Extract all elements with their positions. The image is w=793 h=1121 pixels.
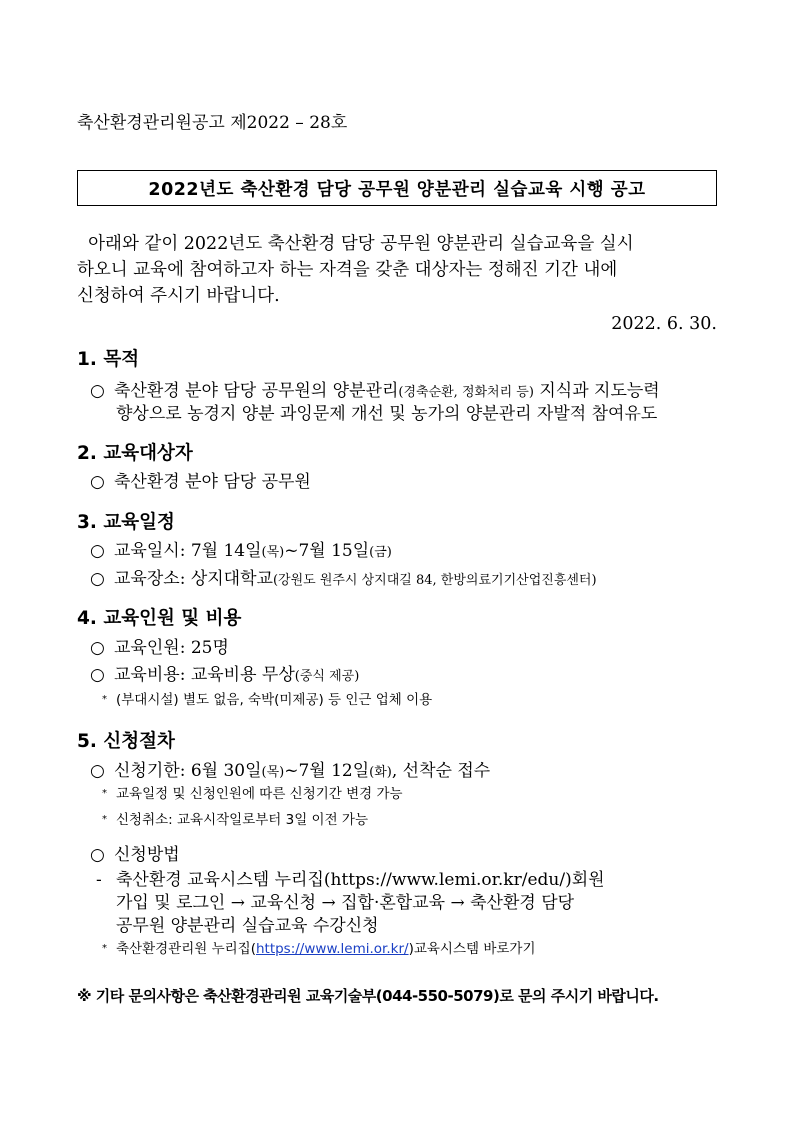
circle-bullet-icon: ○ [90,541,105,561]
section-target-title: 2. 교육대상자 [77,443,193,464]
website-link-note: * 축산환경관리원 누리집(https://www.lemi.or.kr/)교육시스템 바로가기 [102,941,536,957]
circle-bullet-icon: ○ [90,845,105,865]
dash-bullet-icon: - [96,870,102,890]
purpose-item: ○ 축산환경 분야 담당 공무원의 양분관리(경축순환, 정화처리 등) 지식과 지도능력 [90,381,660,401]
cost-item: ○ 교육비용: 교육비용 무상(중식 제공) [90,665,360,685]
asterisk-icon: * [102,943,107,954]
purpose-item-cont: 향상으로 농경지 양분 과잉문제 개선 및 농가의 양분관리 자발적 참여유도 [116,404,658,424]
intro-line: 신청하여 주시기 바랍니다. [77,286,280,306]
schedule-date-item: ○ 교육일시: 7월 14일(목)~7월 15일(금) [90,541,392,561]
intro-line: 하오니 교육에 참여하고자 하는 자격을 갖춘 대상자는 정해진 기간 내에 [77,260,618,280]
application-period-item: ○ 신청기한: 6월 30일(목)~7월 12일(화), 선착순 접수 [90,761,491,781]
circle-bullet-icon: ○ [90,761,105,781]
section-purpose-title: 1. 목적 [77,349,140,370]
cancellation-note: * 신청취소: 교육시작일로부터 3일 이전 가능 [102,812,368,828]
asterisk-icon: * [102,788,107,799]
intro-paragraph [77,231,717,309]
intro-line: 아래와 같이 2022년도 축산환경 담당 공무원 양분관리 실습교육을 실시 [88,234,634,254]
notice-date: 2022. 6. 30. [611,314,717,334]
capacity-item: ○ 교육인원: 25명 [90,638,229,658]
application-method-item: ○ 신청방법 [90,845,180,865]
method-step-line: - 축산환경 교육시스템 누리집(https://www.lemi.or.kr/edu/)회원 [96,870,605,890]
asterisk-icon: * [102,694,107,705]
asterisk-icon: * [102,814,107,825]
schedule-place-item: ○ 교육장소: 상지대학교(강원도 원주시 상지대길 84, 한방의료기기산업진흥센터) [90,569,597,589]
circle-bullet-icon: ○ [90,638,105,658]
method-step-line: 가입 및 로그인 → 교육신청 → 집합·혼합교육 → 축산환경 담당 [116,893,575,913]
section-capacity-title: 4. 교육인원 및 비용 [77,608,242,629]
facility-note: * (부대시설) 별도 없음, 숙박(미제공) 등 인근 업체 이용 [102,692,433,708]
section-procedure-title: 5. 신청절차 [77,731,175,752]
target-item: ○ 축산환경 분야 담당 공무원 [90,472,311,492]
circle-bullet-icon: ○ [90,569,105,589]
contact-footer: ※ 기타 문의사항은 축산환경관리원 교육기술부(044-550-5079)로 문의 주시기 바랍니다. [77,987,659,1005]
website-link[interactable]: https://www.lemi.or.kr/ [255,941,409,957]
circle-bullet-icon: ○ [90,381,105,401]
circle-bullet-icon: ○ [90,665,105,685]
schedule-change-note: * 교육일정 및 신청인원에 따른 신청기간 변경 가능 [102,786,403,802]
method-step-line: 공무원 양분관리 실습교육 수강신청 [116,916,379,936]
document-title: 2022년도 축산환경 담당 공무원 양분관리 실습교육 시행 공고 [77,170,717,206]
notice-number: 축산환경관리원공고 제2022 – 28호 [77,113,348,133]
circle-bullet-icon: ○ [90,472,105,492]
section-schedule-title: 3. 교육일정 [77,512,175,533]
